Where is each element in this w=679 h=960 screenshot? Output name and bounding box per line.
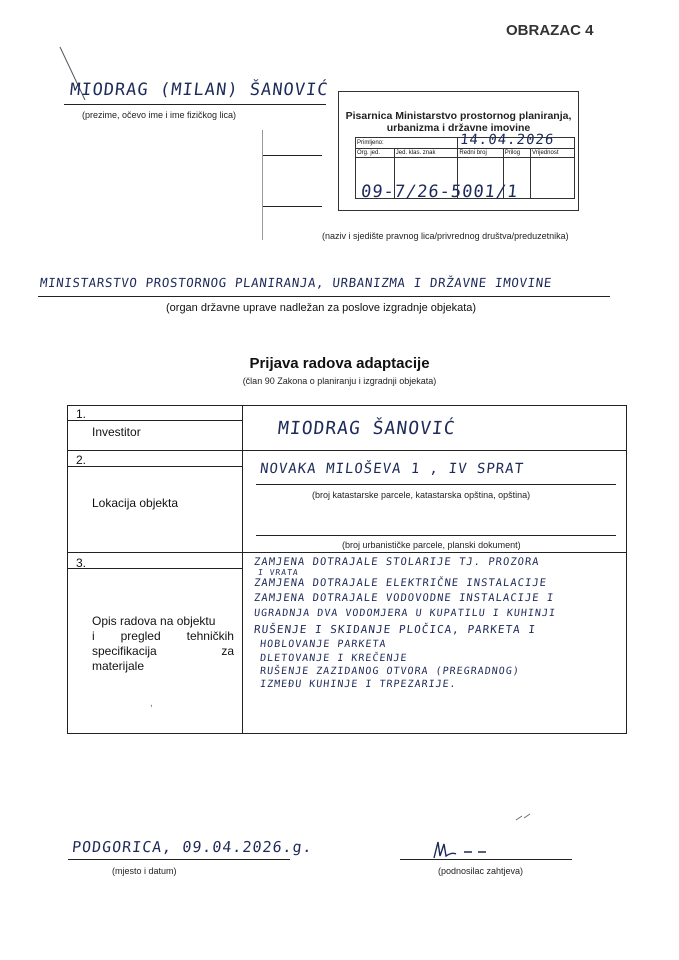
stamp-received-date: 14.04.2026	[459, 132, 556, 148]
row1-number: 1.	[76, 407, 87, 421]
works-line: RUŠENJE I SKIDANJE PLOČICA, PARKETA I	[253, 623, 537, 636]
works-line: IZMEĐU KUHINJE I TRPEZARIJE.	[259, 679, 458, 690]
signature-line	[400, 859, 572, 860]
stamp-number: 09-7/26-5001/1	[359, 182, 520, 202]
legal-entity-line-2	[262, 206, 322, 207]
form-table	[67, 405, 627, 734]
table-row-sep-1	[68, 450, 626, 451]
works-line: DLETOVANJE I KREČENJE	[259, 653, 409, 664]
num-sep-3	[68, 568, 242, 569]
stamp-received-label: Primljeno:	[356, 138, 458, 149]
authority-caption: (organ državne uprave nadležan za poslove izgradnje objekata)	[166, 302, 477, 314]
place-date: PODGORICA, 09.04.2026.g.	[71, 838, 314, 856]
num-sep-1	[68, 420, 242, 421]
works-line: I VRATA	[257, 568, 300, 577]
stamp-col-attach: Prilog	[503, 149, 530, 158]
applicant-name-caption: (prezime, očevo ime i ime fizičkog lica)	[82, 110, 237, 120]
row3-label: Opis radova na objektu i pregled tehničkih specifikacija za materijale	[92, 614, 234, 673]
table-row-sep-2	[68, 552, 626, 553]
stamp-col-reg: Redni broj	[458, 149, 503, 158]
applicant-name-line	[64, 104, 326, 105]
works-line: ZAMJENA DOTRAJALE VODOVODNE INSTALACIJE I	[253, 592, 555, 604]
works-line: ZAMJENA DOTRAJALE STOLARIJE TJ. PROZORA	[253, 556, 541, 568]
authority-name: MINISTARSTVO PROSTORNOG PLANIRANJA, URBANIZMA I DRŽAVNE IMOVINE	[39, 275, 553, 290]
stamp-col-value: Vrijednost	[531, 149, 575, 158]
legal-entity-caption: (naziv i sjedište pravnog lica/privrednog društva/preduzetnika)	[322, 231, 569, 241]
works-line: UGRADNJA DVA VODOMJERA U KUPATILU I KUHINJI	[253, 608, 557, 619]
location-value: NOVAKA MILOŠEVA 1 , IV SPRAT	[259, 461, 525, 477]
location-line-2	[256, 535, 616, 536]
works-line: ZAMJENA DOTRAJALE ELEKTRIČNE INSTALACIJE	[253, 577, 548, 589]
row2-label: Lokacija objekta	[92, 496, 179, 510]
stamp-col-class: Jed. klas. znak	[394, 149, 458, 158]
row3-number: 3.	[76, 556, 87, 570]
registry-stamp	[338, 91, 579, 211]
applicant-name: MIODRAG (MILAN) ŠANOVIĆ	[68, 80, 330, 100]
location-caption-1: (broj katastarske parcele, katastarska opština, opština)	[312, 490, 531, 500]
row2-number: 2.	[76, 453, 87, 467]
margin-line	[262, 130, 263, 240]
stamp-col-org: Org. jed.	[356, 149, 395, 158]
table-col-separator	[242, 406, 243, 733]
row1-label: Investitor	[92, 425, 141, 439]
legal-entity-line-1	[262, 155, 322, 156]
num-sep-2	[68, 466, 242, 467]
place-date-line	[68, 859, 290, 860]
works-description	[250, 556, 622, 691]
mark-tick: ,	[150, 698, 153, 709]
location-line-1	[256, 484, 616, 485]
stamp-title: Pisarnica Ministarstvo prostornog planiranja, urbanizma i državne imovine	[345, 110, 572, 134]
pen-mark	[514, 810, 534, 824]
works-line: RUŠENJE ZAZIDANOG OTVORA (PREGRADNOG)	[259, 666, 521, 677]
works-line: HOBLOVANJE PARKETA	[259, 639, 388, 650]
place-date-caption: (mjesto i datum)	[112, 866, 177, 876]
authority-line	[38, 296, 610, 297]
location-caption-2: (broj urbanističke parcele, planski dokument)	[342, 540, 521, 550]
form-code: OBRAZAC 4	[506, 22, 594, 39]
investor-value: MIODRAG ŠANOVIĆ	[276, 418, 457, 439]
form-title: Prijava radova adaptacije	[249, 355, 430, 372]
submitter-caption: (podnosilac zahtjeva)	[438, 866, 524, 876]
form-subtitle: (član 90 Zakona o planiranju i izgradnji objekata)	[242, 376, 437, 386]
